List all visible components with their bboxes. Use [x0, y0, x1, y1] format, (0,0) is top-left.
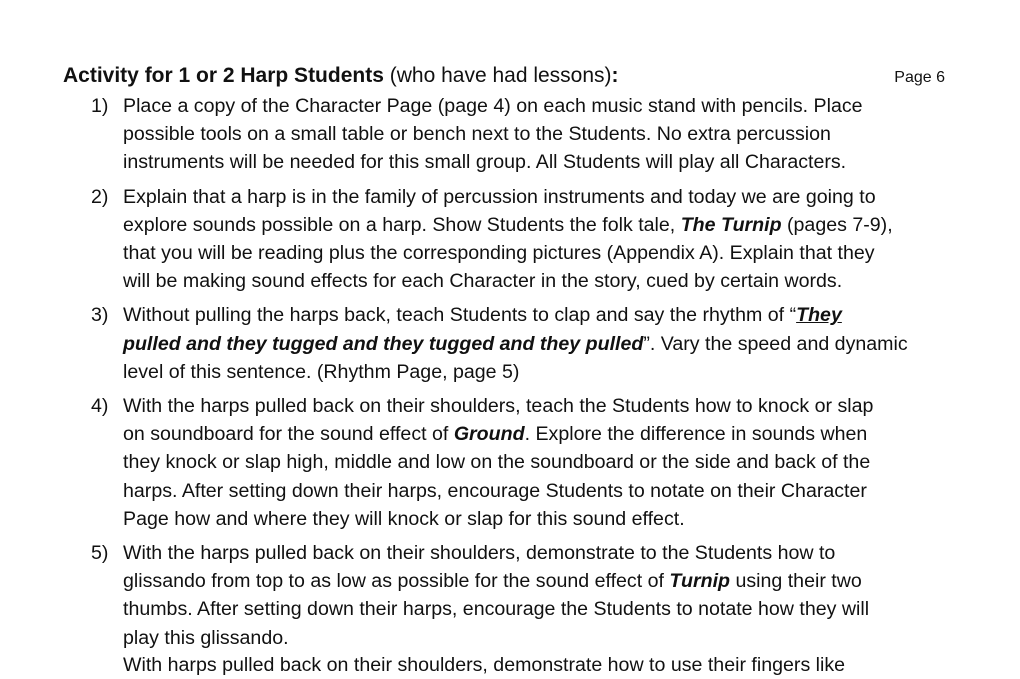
text-segment: With the harps pulled back on their shoulders, demonstrate to the Students how to [123, 542, 836, 565]
text-segment: that you will be reading plus the corresponding pictures (Appendix A). Explain that they [123, 242, 875, 265]
emphasized-text: They [796, 304, 842, 327]
text-line [123, 539, 950, 567]
text-segment: glissando from top to as low as possible for the sound effect of [123, 570, 670, 593]
emphasized-text: The Turnip [680, 213, 782, 236]
text-line [123, 392, 950, 420]
text-line [123, 211, 950, 239]
text-segment: (pages 7-9), [781, 213, 893, 236]
text-line [123, 148, 950, 176]
text-segment: instruments will be needed for this small group. All Students will play all Characters. [123, 151, 847, 174]
text-segment: level of this sentence. (Rhythm Page, page 5) [123, 360, 520, 383]
text-line [123, 448, 950, 476]
text-segment: . Explore the difference in sounds when [524, 423, 868, 446]
list-item [0, 92, 1020, 177]
emphasized-text: Turnip [669, 570, 730, 593]
text-line [123, 358, 950, 386]
text-segment: thumbs. After setting down their harps, encourage the Students to notate how they will [123, 598, 870, 621]
text-line [123, 183, 950, 211]
text-line [123, 477, 950, 505]
text-segment: on soundboard for the sound effect of [123, 423, 454, 446]
document-heading [63, 62, 945, 90]
page-number: Page 6 [894, 69, 945, 86]
text-line [123, 505, 950, 533]
item-number: 3) [91, 304, 109, 327]
list-item [0, 183, 1020, 296]
text-segment: possible tools on a small table or bench next to the Students. No extra percussion [123, 123, 831, 146]
text-line [123, 567, 950, 595]
item-number: 1) [91, 95, 109, 117]
list-item [0, 539, 1020, 652]
item-number: 2) [91, 185, 109, 208]
list-item [0, 392, 1020, 533]
text-line [123, 92, 950, 120]
text-line [123, 595, 950, 623]
text-line [123, 239, 950, 267]
text-line [123, 267, 950, 295]
text-segment: they knock or slap high, middle and low on the soundboard or the side and back of the [123, 451, 871, 474]
text-segment: With the harps pulled back on their shoulders, teach the Students how to knock or slap [123, 395, 874, 418]
text-segment: Without pulling the harps back, teach Students to clap and say the rhythm of “ [123, 304, 797, 327]
heading-rest: (who have had lessons) [383, 64, 612, 87]
text-line [123, 120, 950, 148]
text-segment: explore sounds possible on a harp. Show Students the folk tale, [123, 213, 681, 236]
text-segment: play this glissando. [123, 626, 289, 649]
item-number: 5) [91, 542, 109, 565]
activity-steps-list [0, 92, 1020, 658]
text-segment: using their two [730, 570, 862, 593]
text-segment: will be making sound effects for each Character in the story, cued by certain words. [123, 270, 843, 293]
cut-off-line: With harps pulled back on their shoulders, demonstrate how to use their fingers like [123, 654, 846, 676]
heading-bold: Activity for 1 or 2 Harp Students [63, 64, 384, 87]
emphasized-text: Ground [453, 423, 525, 446]
emphasized-text: pulled and they tugged and they tugged and they pulled [123, 332, 644, 355]
text-segment: Explain that a harp is in the family of percussion instruments and today we are going to [123, 185, 876, 208]
text-line [123, 624, 950, 652]
list-item [0, 301, 1020, 386]
heading-colon: : [611, 64, 619, 87]
text-segment: harps. After setting down their harps, encourage Students to notate on their Character [123, 479, 867, 502]
text-line [123, 330, 950, 358]
text-line [123, 301, 950, 329]
text-segment: ”. Vary the speed and dynamic [643, 332, 908, 355]
item-number: 4) [91, 395, 109, 418]
text-segment: Page how and where they will knock or slap for this sound effect. [123, 507, 685, 530]
text-line [123, 420, 950, 448]
text-segment: Place a copy of the Character Page (page 4) on each music stand with pencils. Place [123, 95, 863, 117]
